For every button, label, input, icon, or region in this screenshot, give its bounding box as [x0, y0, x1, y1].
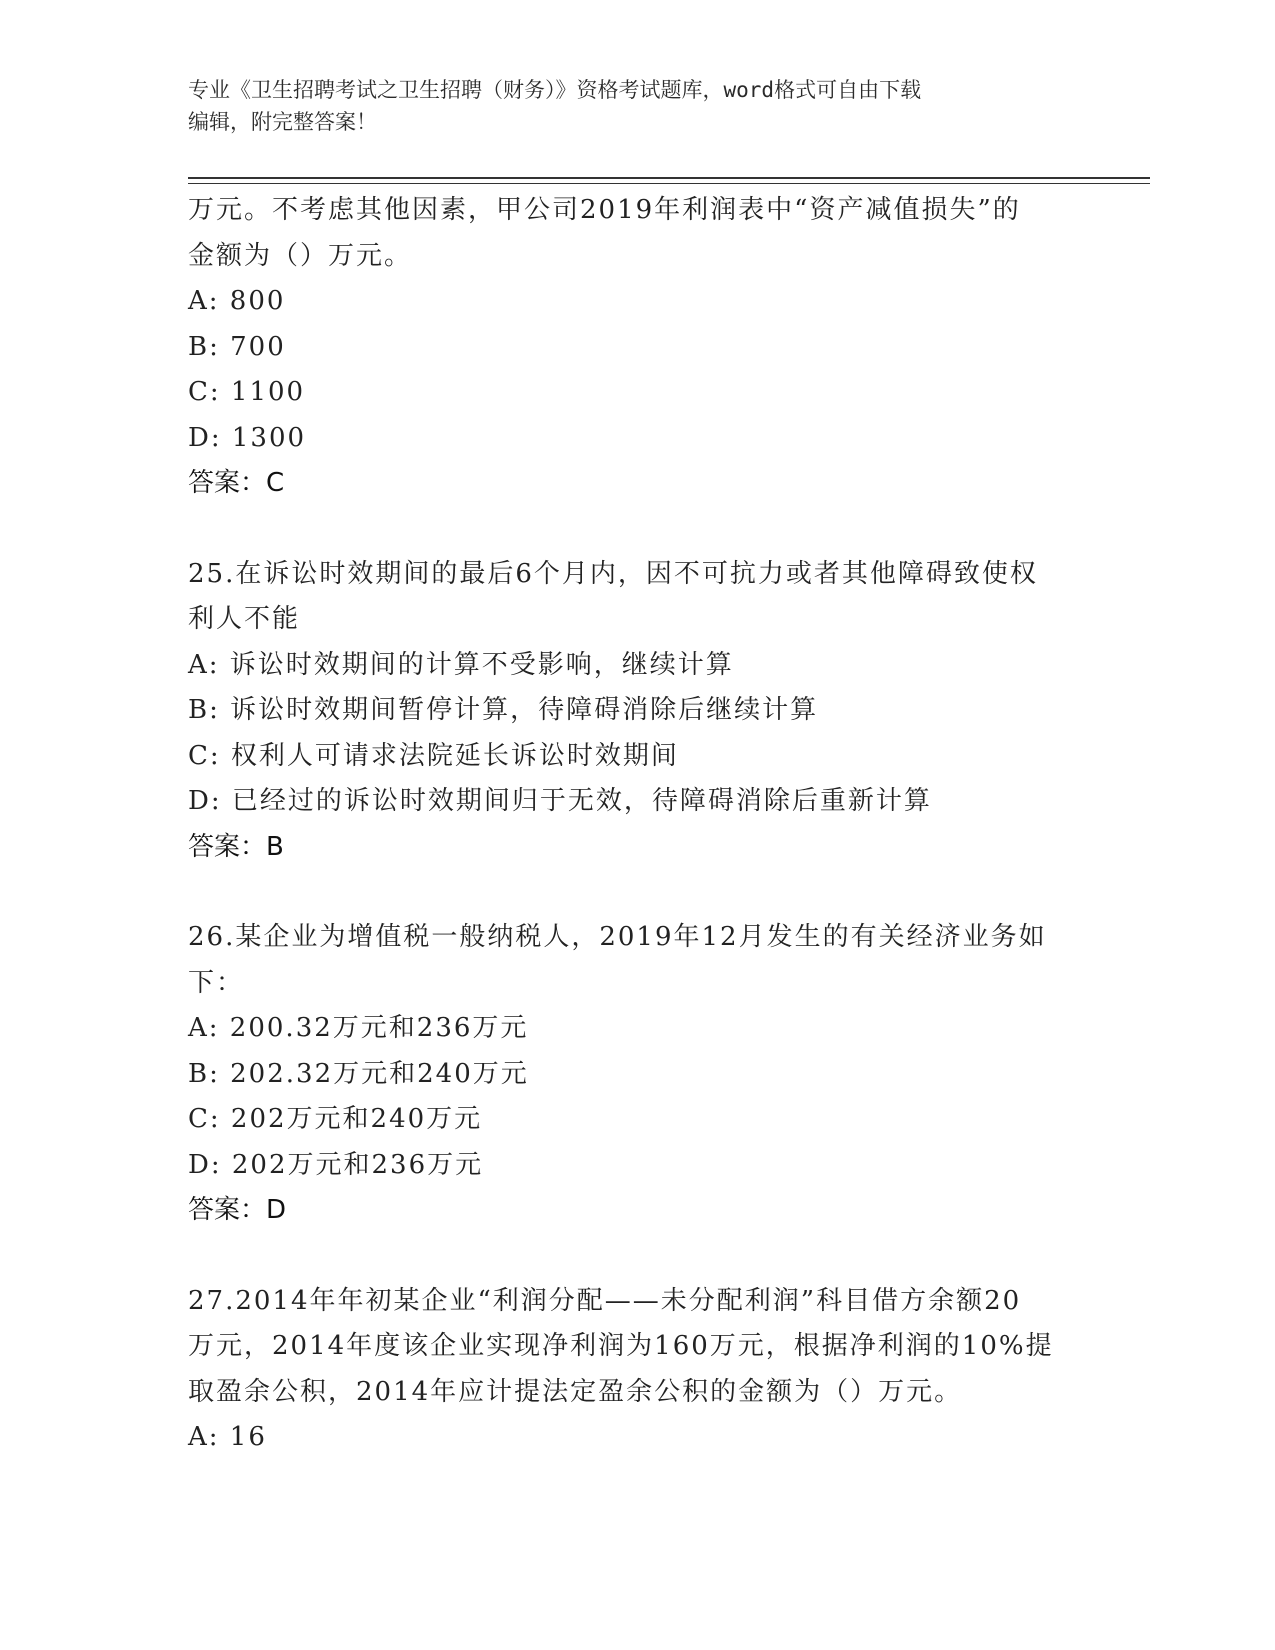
- answer-line: 答案：D: [188, 1195, 287, 1225]
- header-line-2: 编辑，附完整答案！: [188, 110, 377, 134]
- question-stem-line: 金额为（）万元。: [188, 240, 413, 271]
- question-stem-line: 26.某企业为增值税一般纳税人，2019年12月发生的有关经济业务如: [188, 922, 1047, 952]
- question-stem-line: 取盈余公积，2014年应计提法定盈余公积的金额为（）万元。: [188, 1376, 963, 1407]
- question-stem-line: 下：: [188, 967, 245, 998]
- question-24: [188, 188, 1088, 507]
- question-stem-line: 万元，2014年度该企业实现净利润为160万元，根据净利润的10%提: [188, 1331, 1054, 1361]
- option-a: A: 800: [188, 286, 286, 316]
- header-divider-thin: [188, 183, 1150, 184]
- question-spacer: [188, 870, 1088, 915]
- question-stem-line: 利人不能: [188, 604, 301, 634]
- header-divider-thick: [188, 177, 1150, 179]
- document-header: [188, 74, 1068, 138]
- option-b: B: 202.32万元和240万元: [188, 1058, 529, 1089]
- question-stem-line: 25.在诉讼时效期间的最后6个月内，因不可抗力或者其他障碍致使权: [188, 558, 1038, 589]
- option-d: D: 202万元和236万元: [188, 1149, 484, 1180]
- question-list: [188, 188, 1088, 1461]
- option-b: B: 诉讼时效期间暂停计算，待障碍消除后继续计算: [188, 695, 819, 725]
- option-c: C: 权利人可请求法院延长诉讼时效期间: [188, 740, 679, 771]
- option-c: C: 202万元和240万元: [188, 1104, 483, 1134]
- question-27: [188, 1279, 1088, 1461]
- option-c: C: 1100: [188, 377, 306, 407]
- option-a: A: 16: [188, 1422, 267, 1452]
- option-d: D: 已经过的诉讼时效期间归于无效，待障碍消除后重新计算: [188, 786, 932, 816]
- question-26: [188, 915, 1088, 1234]
- question-spacer: [188, 507, 1088, 552]
- question-stem-line: 27.2014年年初某企业“利润分配——未分配利润”科目借方余额20: [188, 1285, 1022, 1316]
- header-line-1: 专业《卫生招聘考试之卫生招聘（财务）》资格考试题库，word格式可自由下载: [188, 78, 922, 102]
- answer-line: 答案：B: [188, 831, 284, 862]
- option-b: B: 700: [188, 331, 286, 362]
- option-a: A: 诉讼时效期间的计算不受影响，继续计算: [188, 649, 734, 680]
- answer-line: 答案：C: [188, 468, 285, 498]
- option-a: A: 200.32万元和236万元: [188, 1013, 529, 1043]
- question-spacer: [188, 1234, 1088, 1279]
- option-d: D: 1300: [188, 422, 307, 453]
- question-25: [188, 552, 1088, 871]
- question-stem-line: 万元。不考虑其他因素，甲公司2019年利润表中“资产减值损失”的: [188, 195, 1021, 225]
